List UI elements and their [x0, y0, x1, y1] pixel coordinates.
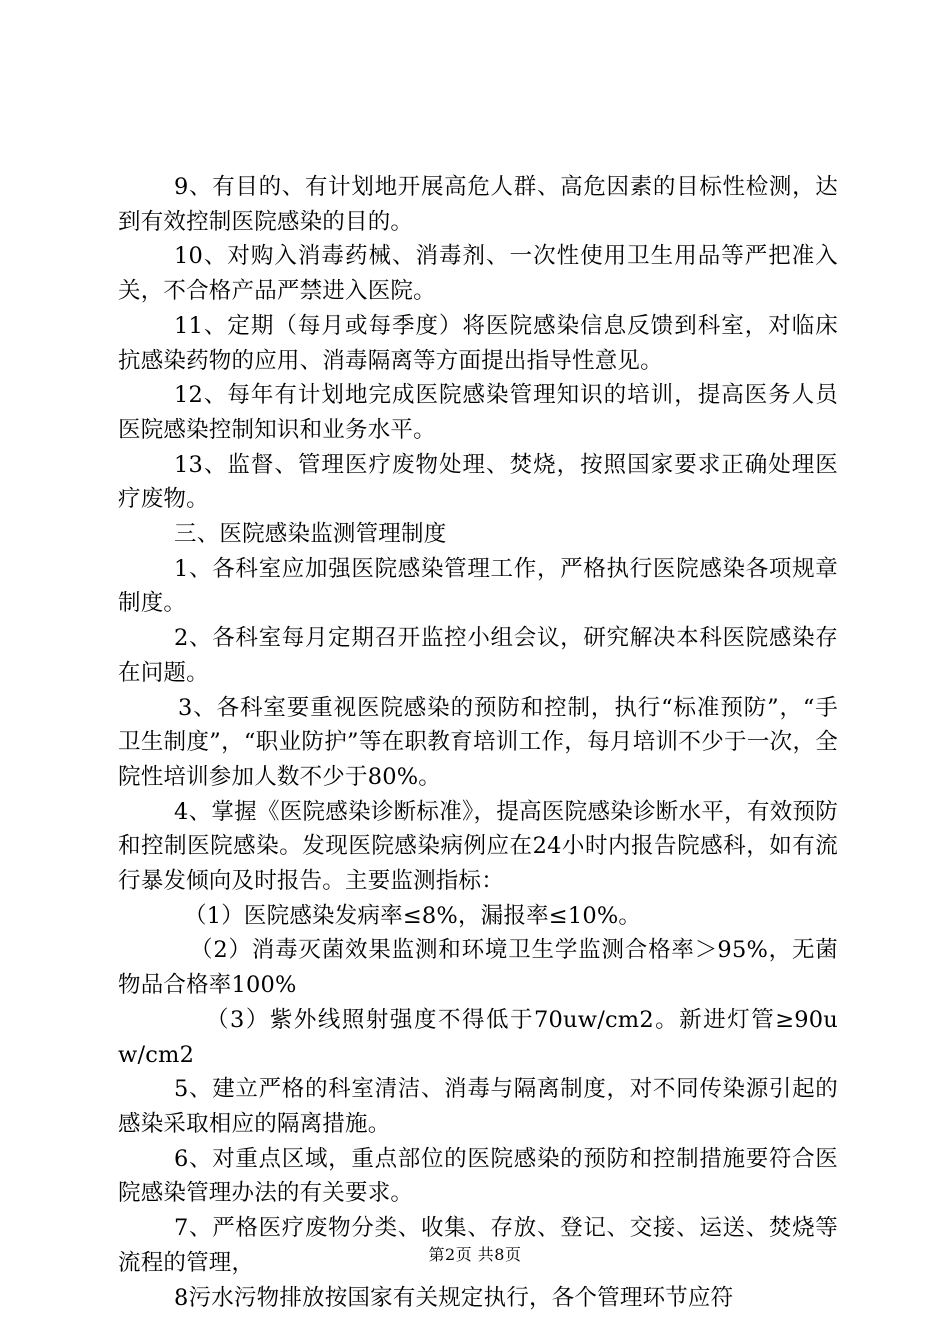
paragraph-item-7: 7、严格医疗废物分类、收集、存放、登记、交接、运送、焚烧等流程的管理， [118, 1215, 838, 1276]
indicator-item-2: （2）消毒灭菌效果监测和环境卫生学监测合格率＞95%，无菌物品合格率100% [118, 937, 838, 999]
paragraph-item-4: 4、掌握《医院感染诊断标准》，提高医院感染诊断水平，有效预防和控制医院感染。发现医院感染病例应在24小时内报告院感科，如有流行暴发倾向及时报告。主要监测指标： [118, 798, 838, 895]
paragraph-item-3: 3、各科室要重视医院感染的预防和控制，执行“标准预防”，“手卫生制度”，“职业防护”等在职教育培训工作，每月培训不少于一次，全院性培训参加人数不少于80%。 [118, 694, 838, 790]
paragraph-item-5: 5、建立严格的科室清洁、消毒与隔离制度，对不同传染源引起的感染采取相应的隔离措施。 [118, 1076, 838, 1137]
indicator-item-1: （1）医院感染发病率≤8%，漏报率≤10%。 [184, 902, 642, 929]
paragraph-item-8: 8污水污物排放按国家有关规定执行，各个管理环节应符 [174, 1284, 734, 1311]
section-heading-3: 三、医院感染监测管理制度 [174, 521, 447, 548]
paragraph-item-10: 10、对购入消毒药械、消毒剂、一次性使用卫生用品等严把准入关，不合格产品严禁进入医院。 [118, 243, 838, 305]
paragraph-item-9: 9、有目的、有计划地开展高危人群、高危因素的目标性检测，达到有效控制医院感染的目的。 [118, 174, 838, 235]
paragraph-item-6: 6、对重点区域，重点部位的医院感染的预防和控制措施要符合医院感染管理办法的有关要求。 [118, 1145, 838, 1207]
indicator-item-3: （3）紫外线照射强度不得低于70uw/cm2。新进灯管≥90uw/cm2 [118, 1006, 838, 1068]
paragraph-item-13: 13、监督、管理医疗废物处理、焚烧，按照国家要求正确处理医疗废物。 [118, 451, 838, 513]
document-body [118, 170, 838, 1315]
paragraph-item-2: 2、各科室每月定期召开监控小组会议，研究解决本科医院感染存在问题。 [118, 625, 838, 686]
paragraph-item-11: 11、定期（每月或每季度）将医院感染信息反馈到科室，对临床抗感染药物的应用、消毒隔离等方面提出指导性意见。 [118, 312, 838, 374]
paragraph-item-12: 12、每年有计划地完成医院感染管理知识的培训，提高医务人员医院感染控制知识和业务水平。 [118, 382, 838, 443]
paragraph-item-1: 1、各科室应加强医院感染管理工作，严格执行医院感染各项规章制度。 [118, 555, 838, 617]
page-footer: 第2页 共8页 [428, 1245, 522, 1264]
